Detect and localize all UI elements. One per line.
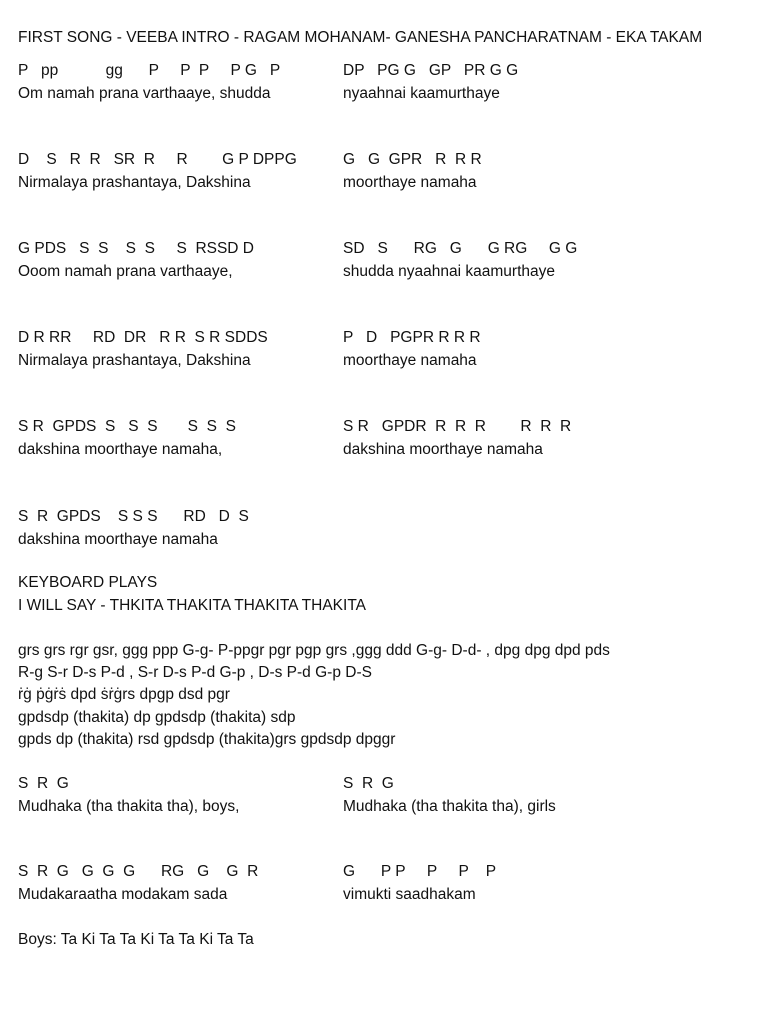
verse-2-right-lyric: moorthaye namaha — [343, 174, 477, 191]
verse-1-right-notes: DP PG G GP PR G G — [343, 62, 519, 79]
verse-5-right-notes: S R GPDR R R R R R R — [343, 418, 572, 435]
verse-4-right-lyric: moorthaye namaha — [343, 352, 477, 369]
swara-line-4: gpdsdp (thakita) dp gpdsdp (thakita) sdp — [18, 709, 296, 726]
swara-line-3: ṙġ ṗġṙṡ dpd ṡṙġrs dpgp dsd pgr — [18, 686, 230, 703]
verse-2-right-notes: G G GPR R R R — [343, 151, 482, 168]
page-title: FIRST SONG - VEEBA INTRO - RAGAM MOHANAM- GANESHA PANCHARATNAM - EKA TAKAM — [18, 29, 703, 46]
swara-line-2: R-g S-r D-s P-d , S-r D-s P-d G-p , D-s P-d G-p D-S — [18, 664, 372, 681]
mudhaka-2-right-lyric: vimukti saadhakam — [343, 886, 476, 903]
verse-5-left-notes: S R GPDS S S S S S S — [18, 418, 236, 435]
closing-line: Boys: Ta Ki Ta Ta Ki Ta Ta Ki Ta Ta — [18, 931, 254, 948]
verse-1-right-lyric: nyaahnai kaamurthaye — [343, 85, 500, 102]
mudhaka-2-left-lyric: Mudakaraatha modakam sada — [18, 886, 228, 903]
verse-4-right-notes: P D PGPR R R R — [343, 329, 481, 346]
mudhaka-1-left-lyric: Mudhaka (tha thakita tha), boys, — [18, 798, 240, 815]
swara-line-1: grs grs rgr gsr, ggg ppp G-g- P-ppgr pgr pgp grs ,ggg ddd G-g- D-d- , dpg dpg dpd pds — [18, 642, 610, 659]
mudhaka-2-left-notes: S R G G G G RG G G R — [18, 863, 259, 880]
verse-3-left-lyric: Ooom namah prana varthaaye, — [18, 263, 233, 280]
mudhaka-1-right-lyric: Mudhaka (tha thakita tha), girls — [343, 798, 556, 815]
mudhaka-1-left-notes: S R G — [18, 775, 69, 792]
swara-line-5: gpds dp (thakita) rsd gpdsdp (thakita)grs gpdsdp dpggr — [18, 731, 396, 748]
verse-4-left-lyric: Nirmalaya prashantaya, Dakshina — [18, 352, 251, 369]
verse-2-left-lyric: Nirmalaya prashantaya, Dakshina — [18, 174, 251, 191]
verse-1-left-lyric: Om namah prana varthaaye, shudda — [18, 85, 271, 102]
verse-3-right-notes: SD S RG G G RG G G — [343, 240, 578, 257]
mudhaka-2-right-notes: G P P P P P — [343, 863, 497, 880]
verse-3-right-lyric: shudda nyaahnai kaamurthaye — [343, 263, 555, 280]
verse-1-left-notes: P pp gg P P P P G P — [18, 62, 281, 79]
verse-4-left-notes: D R RR RD DR R R S R SDDS — [18, 329, 268, 346]
verse-5-left-lyric: dakshina moorthaye namaha, — [18, 441, 223, 458]
mudhaka-1-right-notes: S R G — [343, 775, 394, 792]
keyboard-instruction: I WILL SAY - THKITA THAKITA THAKITA THAKITA — [18, 597, 366, 614]
verse-2-left-notes: D S R R SR R R G P DPPG — [18, 151, 297, 168]
verse-3-left-notes: G PDS S S S S S RSSD D — [18, 240, 255, 257]
keyboard-heading: KEYBOARD PLAYS — [18, 574, 158, 591]
verse-6-left-lyric: dakshina moorthaye namaha — [18, 531, 218, 548]
verse-6-left-notes: S R GPDS S S S RD D S — [18, 508, 249, 525]
verse-5-right-lyric: dakshina moorthaye namaha — [343, 441, 543, 458]
